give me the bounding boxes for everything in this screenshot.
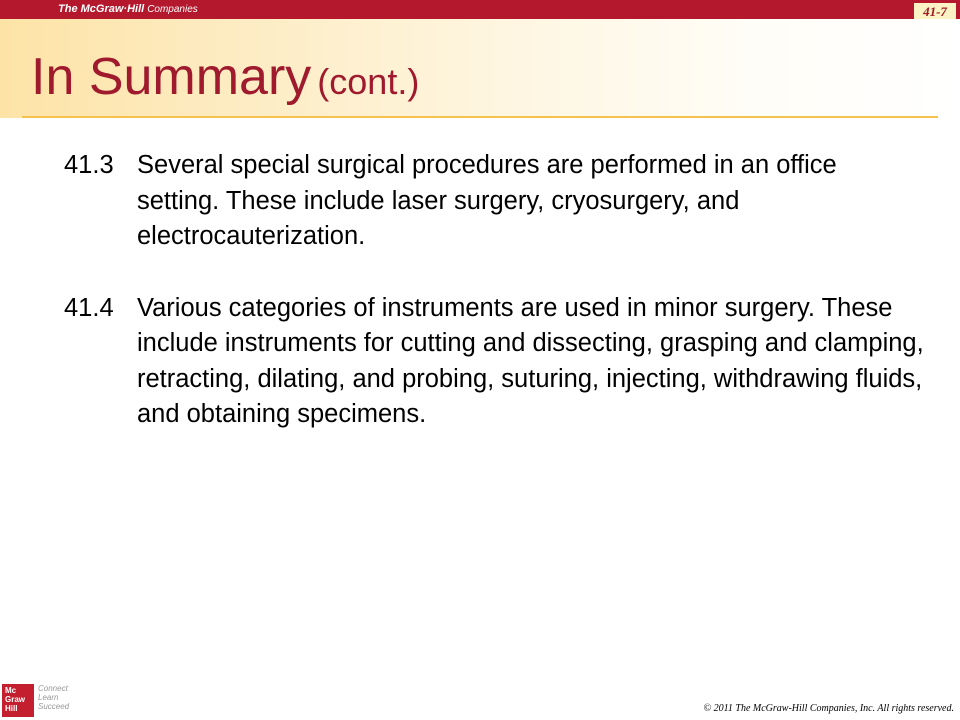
logo-line: Hill	[5, 704, 18, 713]
brand-name	[58, 2, 198, 17]
summary-list	[64, 148, 924, 433]
summary-item	[64, 148, 924, 255]
summary-item	[64, 291, 924, 433]
slide-number: 41-7	[914, 3, 956, 21]
summary-item-text: Several special surgical procedures are performed in an office setting. These include laser surgery, cryosurgery, and electrocauterization.	[137, 151, 837, 250]
tagline-line: Learn	[38, 693, 59, 702]
summary-item-number: 41.4	[64, 293, 114, 322]
logo-line: Graw	[5, 695, 26, 704]
tagline-line: Connect	[38, 684, 68, 693]
brand-prefix: The McGraw·Hill	[58, 3, 145, 15]
top-bar	[0, 0, 960, 19]
summary-item-text: Various categories of instruments are used in minor surgery. These include instruments for cutting and dissecting, grasping and clamping, retracting, dilating, and probing, suturing, injecting, withdrawing fluids, and obtaining specimens.	[137, 293, 924, 428]
tagline-line: Succeed	[38, 702, 70, 711]
summary-item-number: 41.3	[64, 151, 114, 179]
copyright-notice: © 2011 The McGraw-Hill Companies, Inc. All rights reserved.	[703, 703, 954, 714]
slide-title-main: In Summary	[31, 48, 312, 106]
logo-tagline	[38, 684, 78, 711]
slide-title	[31, 45, 419, 114]
logo-line: Mc	[5, 686, 17, 695]
title-divider	[22, 116, 938, 118]
brand-suffix: Companies	[147, 4, 198, 15]
publisher-logo	[0, 684, 36, 720]
slide-title-suffix: (cont.)	[317, 61, 420, 102]
logo-box	[2, 684, 34, 717]
